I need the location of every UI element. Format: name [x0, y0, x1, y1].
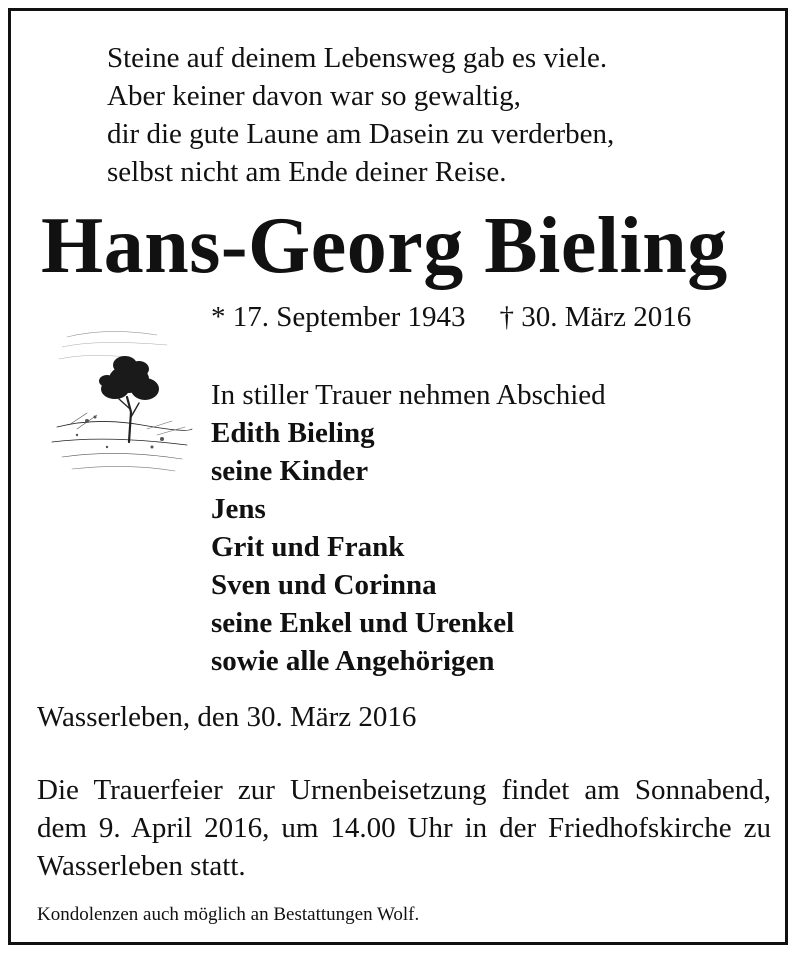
- mourner-name: Edith Bieling: [211, 417, 375, 449]
- memorial-poem: [107, 39, 614, 191]
- condolences-note: Kondolenzen auch möglich an Bestattungen Wolf.: [37, 904, 420, 925]
- death-date: † 30. März 2016: [499, 301, 692, 333]
- funeral-service-info: Die Trauerfeier zur Urnenbeisetzung findet am Sonnabend, dem 9. April 2016, um 14.00 Uhr in der Friedhofskirche zu Wasserleben statt.: [37, 774, 771, 882]
- mourner-name: sowie alle Angehörigen: [211, 645, 495, 677]
- poem-line: selbst nicht am Ende deiner Reise.: [107, 156, 507, 188]
- tree-sketch-icon: [47, 317, 197, 487]
- mourner-name: Jens: [211, 493, 266, 525]
- mourners-intro: In stiller Trauer nehmen Abschied: [211, 379, 606, 411]
- place-and-date: Wasserleben, den 30. März 2016: [37, 701, 417, 733]
- deceased-name: Hans-Georg Bieling: [41, 202, 728, 290]
- mourner-name: seine Enkel und Urenkel: [211, 607, 515, 639]
- mourners-list: [211, 376, 606, 680]
- birth-date: * 17. September 1943: [211, 301, 466, 333]
- obituary-notice: [8, 8, 788, 945]
- life-dates: [211, 301, 691, 334]
- mourner-name: seine Kinder: [211, 455, 369, 487]
- poem-line: Steine auf deinem Lebensweg gab es viele.: [107, 42, 608, 74]
- poem-line: Aber keiner davon war so gewaltig,: [107, 80, 521, 112]
- mourner-name: Sven und Corinna: [211, 569, 437, 601]
- mourner-name: Grit und Frank: [211, 531, 405, 563]
- poem-line: dir die gute Laune am Dasein zu verderben,: [107, 118, 615, 150]
